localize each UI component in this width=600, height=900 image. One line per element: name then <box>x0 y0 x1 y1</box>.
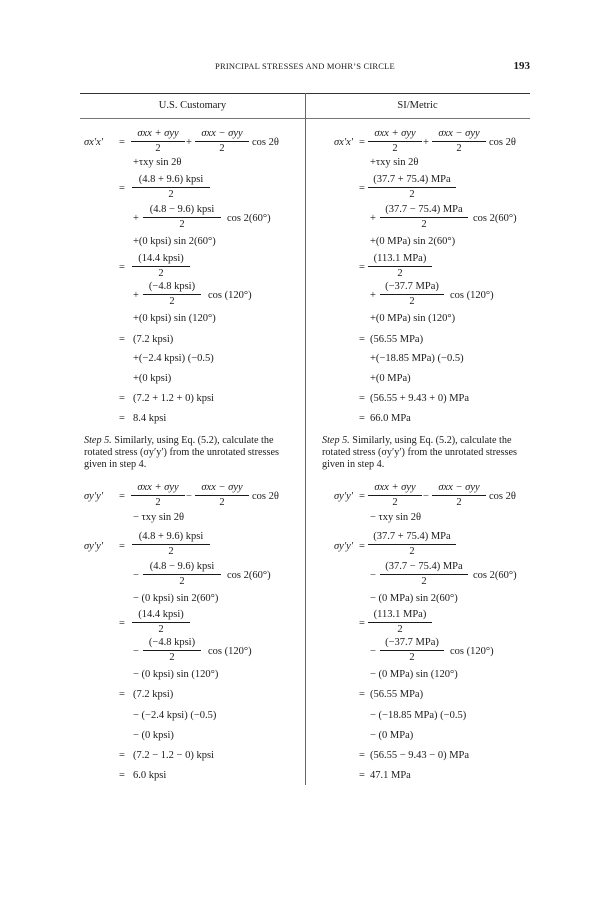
fraction-bar <box>131 141 185 142</box>
denominator: 2 <box>409 189 415 200</box>
denominator: 2 <box>409 546 415 557</box>
result-line: +(0 MPa) <box>370 373 411 384</box>
plus: + <box>423 137 429 148</box>
sin-term: − (0 kpsi) sin (120°) <box>133 669 219 680</box>
equals: = <box>359 262 365 273</box>
fraction-bar <box>432 141 486 142</box>
cos-term: cos (120°) <box>208 646 252 657</box>
result-line: +(−2.4 kpsi) (−0.5) <box>133 353 214 364</box>
final-result: 8.4 kpsi <box>133 413 167 424</box>
sin-term: − (0 kpsi) sin 2(60°) <box>133 593 219 604</box>
fraction-bar <box>132 266 190 267</box>
equals: = <box>119 413 125 424</box>
denominator: 2 <box>397 624 403 635</box>
equals: = <box>359 750 365 761</box>
step-5-paragraph <box>84 435 296 471</box>
numerator: (113.1 MPa) <box>373 609 427 620</box>
shear-term: +τxy sin 2θ <box>133 157 182 168</box>
denominator: 2 <box>169 296 175 307</box>
cos-term: cos 2(60°) <box>473 213 517 224</box>
plus: + <box>370 290 376 301</box>
equals: = <box>119 750 125 761</box>
fraction-bar <box>368 495 422 496</box>
diff-numerator: σxx − σyy <box>201 128 243 139</box>
numerator: (113.1 MPa) <box>373 253 427 264</box>
numerator: (4.8 + 9.6) kpsi <box>138 174 204 185</box>
denominator: 2 <box>158 268 164 279</box>
step-label: Step 5. <box>322 435 350 446</box>
denominator: 2 <box>179 219 185 230</box>
cos-term: cos 2θ <box>489 491 516 502</box>
equals: = <box>359 770 365 781</box>
result-line: − (0 MPa) <box>370 730 414 741</box>
equals: = <box>119 137 125 148</box>
fraction-bar <box>195 495 249 496</box>
equals: = <box>119 393 125 404</box>
equals: = <box>359 618 365 629</box>
equals: = <box>119 770 125 781</box>
diff-numerator: σxx − σyy <box>438 482 480 493</box>
equals: = <box>119 541 125 552</box>
shear-term: +τxy sin 2θ <box>370 157 419 168</box>
equals: = <box>359 413 365 424</box>
column-divider <box>305 93 306 785</box>
numerator: (37.7 + 75.4) MPa <box>373 531 451 542</box>
plus: + <box>133 213 139 224</box>
fraction-bar <box>143 574 221 575</box>
fraction-bar <box>132 187 210 188</box>
equals: = <box>359 183 365 194</box>
final-result: 66.0 MPa <box>370 413 411 424</box>
equals: = <box>119 618 125 629</box>
shear-term: − τxy sin 2θ <box>133 512 185 523</box>
result-line: (56.55 + 9.43 + 0) MPa <box>370 393 470 404</box>
denominator: 2 <box>392 497 398 508</box>
numerator: (−4.8 kpsi) <box>148 637 196 648</box>
numerator: (−37.7 MPa) <box>385 637 439 648</box>
result-line: (7.2 kpsi) <box>133 334 174 345</box>
final-result: 6.0 kpsi <box>133 770 167 781</box>
numerator: (14.4 kpsi) <box>138 609 184 620</box>
cos-term: cos 2(60°) <box>227 570 271 581</box>
denominator: 2 <box>456 497 462 508</box>
fraction-bar <box>368 141 422 142</box>
fraction-bar <box>368 544 456 545</box>
sin-term: +(0 kpsi) sin (120°) <box>133 313 216 324</box>
diff-numerator: σxx − σyy <box>438 128 480 139</box>
cos-term: cos 2θ <box>252 491 279 502</box>
sigma-yy-rot-label: σy′y′ <box>334 491 354 502</box>
denominator: 2 <box>219 143 225 154</box>
sum-numerator: σxx + σyy <box>137 482 179 493</box>
fraction-bar <box>368 622 432 623</box>
denominator: 2 <box>456 143 462 154</box>
sin-term: − (0 MPa) sin (120°) <box>370 669 458 680</box>
sum-numerator: σxx + σyy <box>374 482 416 493</box>
result-line: (7.2 kpsi) <box>133 689 174 700</box>
sin-term: +(0 kpsi) sin 2(60°) <box>133 236 216 247</box>
result-line: (56.55 MPa) <box>370 689 424 700</box>
numerator: (−37.7 MPa) <box>385 281 439 292</box>
sin-term: − (0 MPa) sin 2(60°) <box>370 593 458 604</box>
plus: + <box>133 290 139 301</box>
result-line: (7.2 − 1.2 − 0) kpsi <box>133 750 214 761</box>
denominator: 2 <box>169 652 175 663</box>
result-line: +(0 kpsi) <box>133 373 172 384</box>
denominator: 2 <box>155 497 161 508</box>
step-5-paragraph <box>322 435 534 471</box>
sigma-yy-rot-label: σy′y′ <box>84 541 104 552</box>
minus: − <box>370 646 376 657</box>
sigma-xx-rot-label: σx′x′ <box>84 137 104 148</box>
result-line: − (−18.85 MPa) (−0.5) <box>370 710 467 721</box>
fraction-bar <box>368 187 456 188</box>
minus: − <box>133 646 139 657</box>
result-line: +(−18.85 MPa) (−0.5) <box>370 353 464 364</box>
minus: − <box>133 570 139 581</box>
cos-term: cos (120°) <box>450 646 494 657</box>
fraction-bar <box>132 622 190 623</box>
cos-term: cos (120°) <box>208 290 252 301</box>
fraction-bar <box>132 544 210 545</box>
equals: = <box>359 491 365 502</box>
sum-numerator: σxx + σyy <box>137 128 179 139</box>
equals: = <box>119 491 125 502</box>
sigma-yy-rot-label: σy′y′ <box>84 491 104 502</box>
plus: + <box>186 137 192 148</box>
denominator: 2 <box>179 576 185 587</box>
step-label: Step 5. <box>84 435 112 446</box>
denominator: 2 <box>168 189 174 200</box>
numerator: (4.8 − 9.6) kpsi <box>149 561 215 572</box>
fraction-bar <box>143 650 201 651</box>
minus: − <box>423 491 429 502</box>
cos-term: cos 2θ <box>252 137 279 148</box>
equals: = <box>359 393 365 404</box>
diff-numerator: σxx − σyy <box>201 482 243 493</box>
equals: = <box>359 541 365 552</box>
numerator: (4.8 + 9.6) kpsi <box>138 531 204 542</box>
sigma-xx-rot-label: σx′x′ <box>334 137 354 148</box>
step-text: Similarly, using Eq. (5.2), calculate the rotated stress (σy′y′) from the unrotated stresses given in step 4. <box>84 435 279 470</box>
fraction-bar <box>432 495 486 496</box>
column-header-si: SI/Metric <box>397 100 438 111</box>
minus: − <box>370 570 376 581</box>
equals: = <box>119 689 125 700</box>
fraction-bar <box>143 294 201 295</box>
shear-term: − τxy sin 2θ <box>370 512 422 523</box>
result-line: (7.2 + 1.2 + 0) kpsi <box>133 393 214 404</box>
denominator: 2 <box>421 576 427 587</box>
final-result: 47.1 MPa <box>370 770 411 781</box>
denominator: 2 <box>158 624 164 635</box>
equals: = <box>359 334 365 345</box>
denominator: 2 <box>392 143 398 154</box>
result-line: (56.55 − 9.43 − 0) MPa <box>370 750 470 761</box>
numerator: (37.7 − 75.4) MPa <box>385 561 463 572</box>
column-header-us: U.S. Customary <box>158 100 227 111</box>
fraction-bar <box>143 217 221 218</box>
running-title: PRINCIPAL STRESSES AND MOHR’S CIRCLE <box>215 61 395 71</box>
cos-term: cos 2(60°) <box>473 570 517 581</box>
numerator: (−4.8 kpsi) <box>148 281 196 292</box>
numerator: (37.7 + 75.4) MPa <box>373 174 451 185</box>
sin-term: +(0 MPa) sin (120°) <box>370 313 456 324</box>
fraction-bar <box>131 495 185 496</box>
equals: = <box>119 183 125 194</box>
denominator: 2 <box>219 497 225 508</box>
numerator: (4.8 − 9.6) kpsi <box>149 204 215 215</box>
page-number: 193 <box>513 60 530 72</box>
cos-term: cos 2(60°) <box>227 213 271 224</box>
cos-term: cos (120°) <box>450 290 494 301</box>
numerator: (37.7 − 75.4) MPa <box>385 204 463 215</box>
page-header <box>80 60 530 74</box>
denominator: 2 <box>155 143 161 154</box>
equals: = <box>119 262 125 273</box>
fraction-bar <box>380 217 468 218</box>
fraction-bar <box>380 574 468 575</box>
result-line: − (0 kpsi) <box>133 730 174 741</box>
result-line: (56.55 MPa) <box>370 334 424 345</box>
denominator: 2 <box>421 219 427 230</box>
equals: = <box>119 334 125 345</box>
fraction-bar <box>380 294 444 295</box>
sin-term: +(0 MPa) sin 2(60°) <box>370 236 456 247</box>
denominator: 2 <box>409 652 415 663</box>
plus: + <box>370 213 376 224</box>
fraction-bar <box>368 266 432 267</box>
denominator: 2 <box>168 546 174 557</box>
fraction-bar <box>380 650 444 651</box>
equals: = <box>359 137 365 148</box>
minus: − <box>186 491 192 502</box>
sum-numerator: σxx + σyy <box>374 128 416 139</box>
denominator: 2 <box>397 268 403 279</box>
sigma-yy-rot-label: σy′y′ <box>334 541 354 552</box>
numerator: (14.4 kpsi) <box>138 253 184 264</box>
fraction-bar <box>195 141 249 142</box>
result-line: − (−2.4 kpsi) (−0.5) <box>133 710 217 721</box>
step-text: Similarly, using Eq. (5.2), calculate the rotated stress (σy′y′) from the unrotated stresses given in step 4. <box>322 435 517 470</box>
denominator: 2 <box>409 296 415 307</box>
cos-term: cos 2θ <box>489 137 516 148</box>
equals: = <box>359 689 365 700</box>
